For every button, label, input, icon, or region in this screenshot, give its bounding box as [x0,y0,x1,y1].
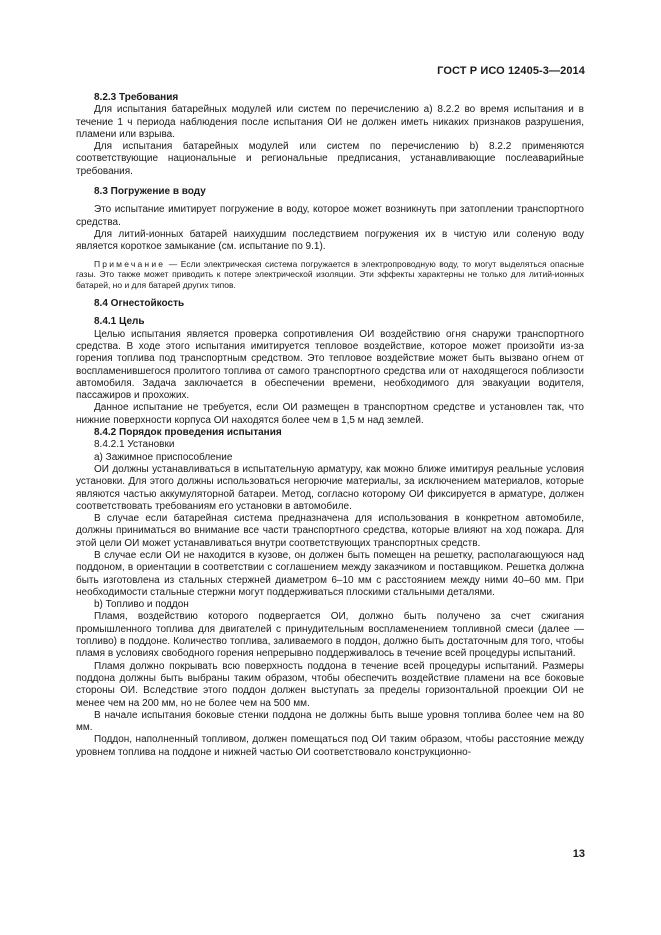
section-heading-8-4-1: 8.4.1 Цель [94,316,145,328]
paragraph: Целью испытания является проверка сопротивления ОИ воздействию огня снаружи транспортного средства. В ходе этого испытания имитируется тепловое воздействие, которое может произойти из-за горения топлива под транспортным средством. Это тепловое воздействие может быть вызвано огнем от воспламенившегося пролитого топлива от самого транспортного средства или от находящегося поблизости автомобиля. Задача заключается в обеспечении времени, необходимого для эвакуации водителя, пассажиров и прохожих. [76,328,584,402]
item-heading-b: b) Топливо и поддон [94,599,189,611]
item-heading-a: а) Зажимное приспособление [94,451,233,463]
paragraph: В начале испытания боковые стенки поддона не должны быть выше уровня топлива более чем на 80 мм. [76,709,584,734]
page-number: 13 [572,848,585,860]
paragraph: Пламя должно покрывать всю поверхность поддона в течение всей процедуры испытаний. Размеры поддона должны быть выбраны таким образом, чтобы обеспечить воздействие пламени на все боковые стороны ОИ. Вследствие этого поддон должен выступать за пределы горизонтальной проекции ОИ не менее чем на 200 мм, но не более чем на 500 мм. [76,660,584,709]
note-label: Примечание [94,258,166,269]
paragraph: Данное испытание не требуется, если ОИ размещен в транспортном средстве и установлен так, что нижние поверхности корпуса ОИ находятся более чем в 1,5 м над землей. [76,402,584,426]
paragraph: Поддон, наполненный топливом, должен помещаться под ОИ таким образом, чтобы расстояние между уровнем топлива на поддоне и нижней частью ОИ соответствовало конструкционно- [76,734,584,758]
subsection-heading-8-4-2-1: 8.4.2.1 Установки [94,439,175,451]
page-content [76,92,584,759]
section-heading-8-3: 8.3 Погружение в воду [94,186,206,198]
paragraph: ОИ должны устанавливаться в испытательную арматуру, как можно ближе имитируя реальные условия установки. Для этого должны использоваться негорючие материалы, за исключением материалов, которые являются частью аккумуляторной батареи. Метод, согласно которому ОИ фиксируется в арматуре, должен соответствовать требованиям его установки в автомобиле. [76,463,584,512]
paragraph: В случае если батарейная система предназначена для использования в конкретном автомобиле, должны приниматься во внимание все части транспортного средства, которые влияют на ход пожара. Для этой цели ОИ может устанавливаться внутри соответствующих транспортных средств. [76,513,584,549]
section-heading-8-4: 8.4 Огнестойкость [94,298,185,310]
paragraph: В случае если ОИ не находится в кузове, он должен быть помещен на решетку, располагающуюся над поддоном, в ориентации в соответствии с соглашением между заказчиком и поставщиком. Решетка должна быть изготовлена из стальных стержней диаметром 6–10 мм с расстоянием между ними 40–60 мм. При необходимости стальные стержни могут поддерживаться плоскими стальными деталями. [76,550,584,598]
paragraph: Пламя, воздействию которого подвергается ОИ, должно быть получено за счет сжигания промышленного топлива для двигателей с принудительным воспламенением топливной смеси (далее — топливо) в поддоне. Количество топлива, заливаемого в поддон, должно быть достаточным для того, чтобы пламя в условиях свободного горения непрерывно поддерживалось в течение всей процедуры испытаний. [76,611,584,660]
note-text: — Если электрическая система погружается в электропроводную воду, то могут выделяться опасные газы. Это также может приводить к потере электрической изоляции. Эти эффекты характерны не только для литий-ионных батарей, но и для батарей других типов. [76,258,584,290]
paragraph: Для испытания батарейных модулей или систем по перечислению а) 8.2.2 во время испытания и в течение 1 ч периода наблюдения после испытания ОИ не должен иметь никаких признаков разрушения, пламени или взрыва. [76,104,584,140]
section-heading-8-2-3: 8.2.3 Требования [94,92,179,103]
paragraph: Это испытание имитирует погружение в воду, которое может возникнуть при затоплении транспортного средства. [76,204,584,228]
paragraph: Для литий-ионных батарей наихудшим последствием погружения их в чистую или соленую воду является короткое замыкание (см. испытание по 9.1). [76,228,584,253]
note [76,259,584,291]
section-heading-8-4-2: 8.4.2 Порядок проведения испытания [94,427,282,439]
paragraph: Для испытания батарейных модулей или систем по перечислению b) 8.2.2 применяются соответствующие национальные и региональные предписания, устанавливающие послеаварийные требования. [76,141,584,177]
document-header: ГОСТ Р ИСО 12405-3—2014 [437,65,585,77]
